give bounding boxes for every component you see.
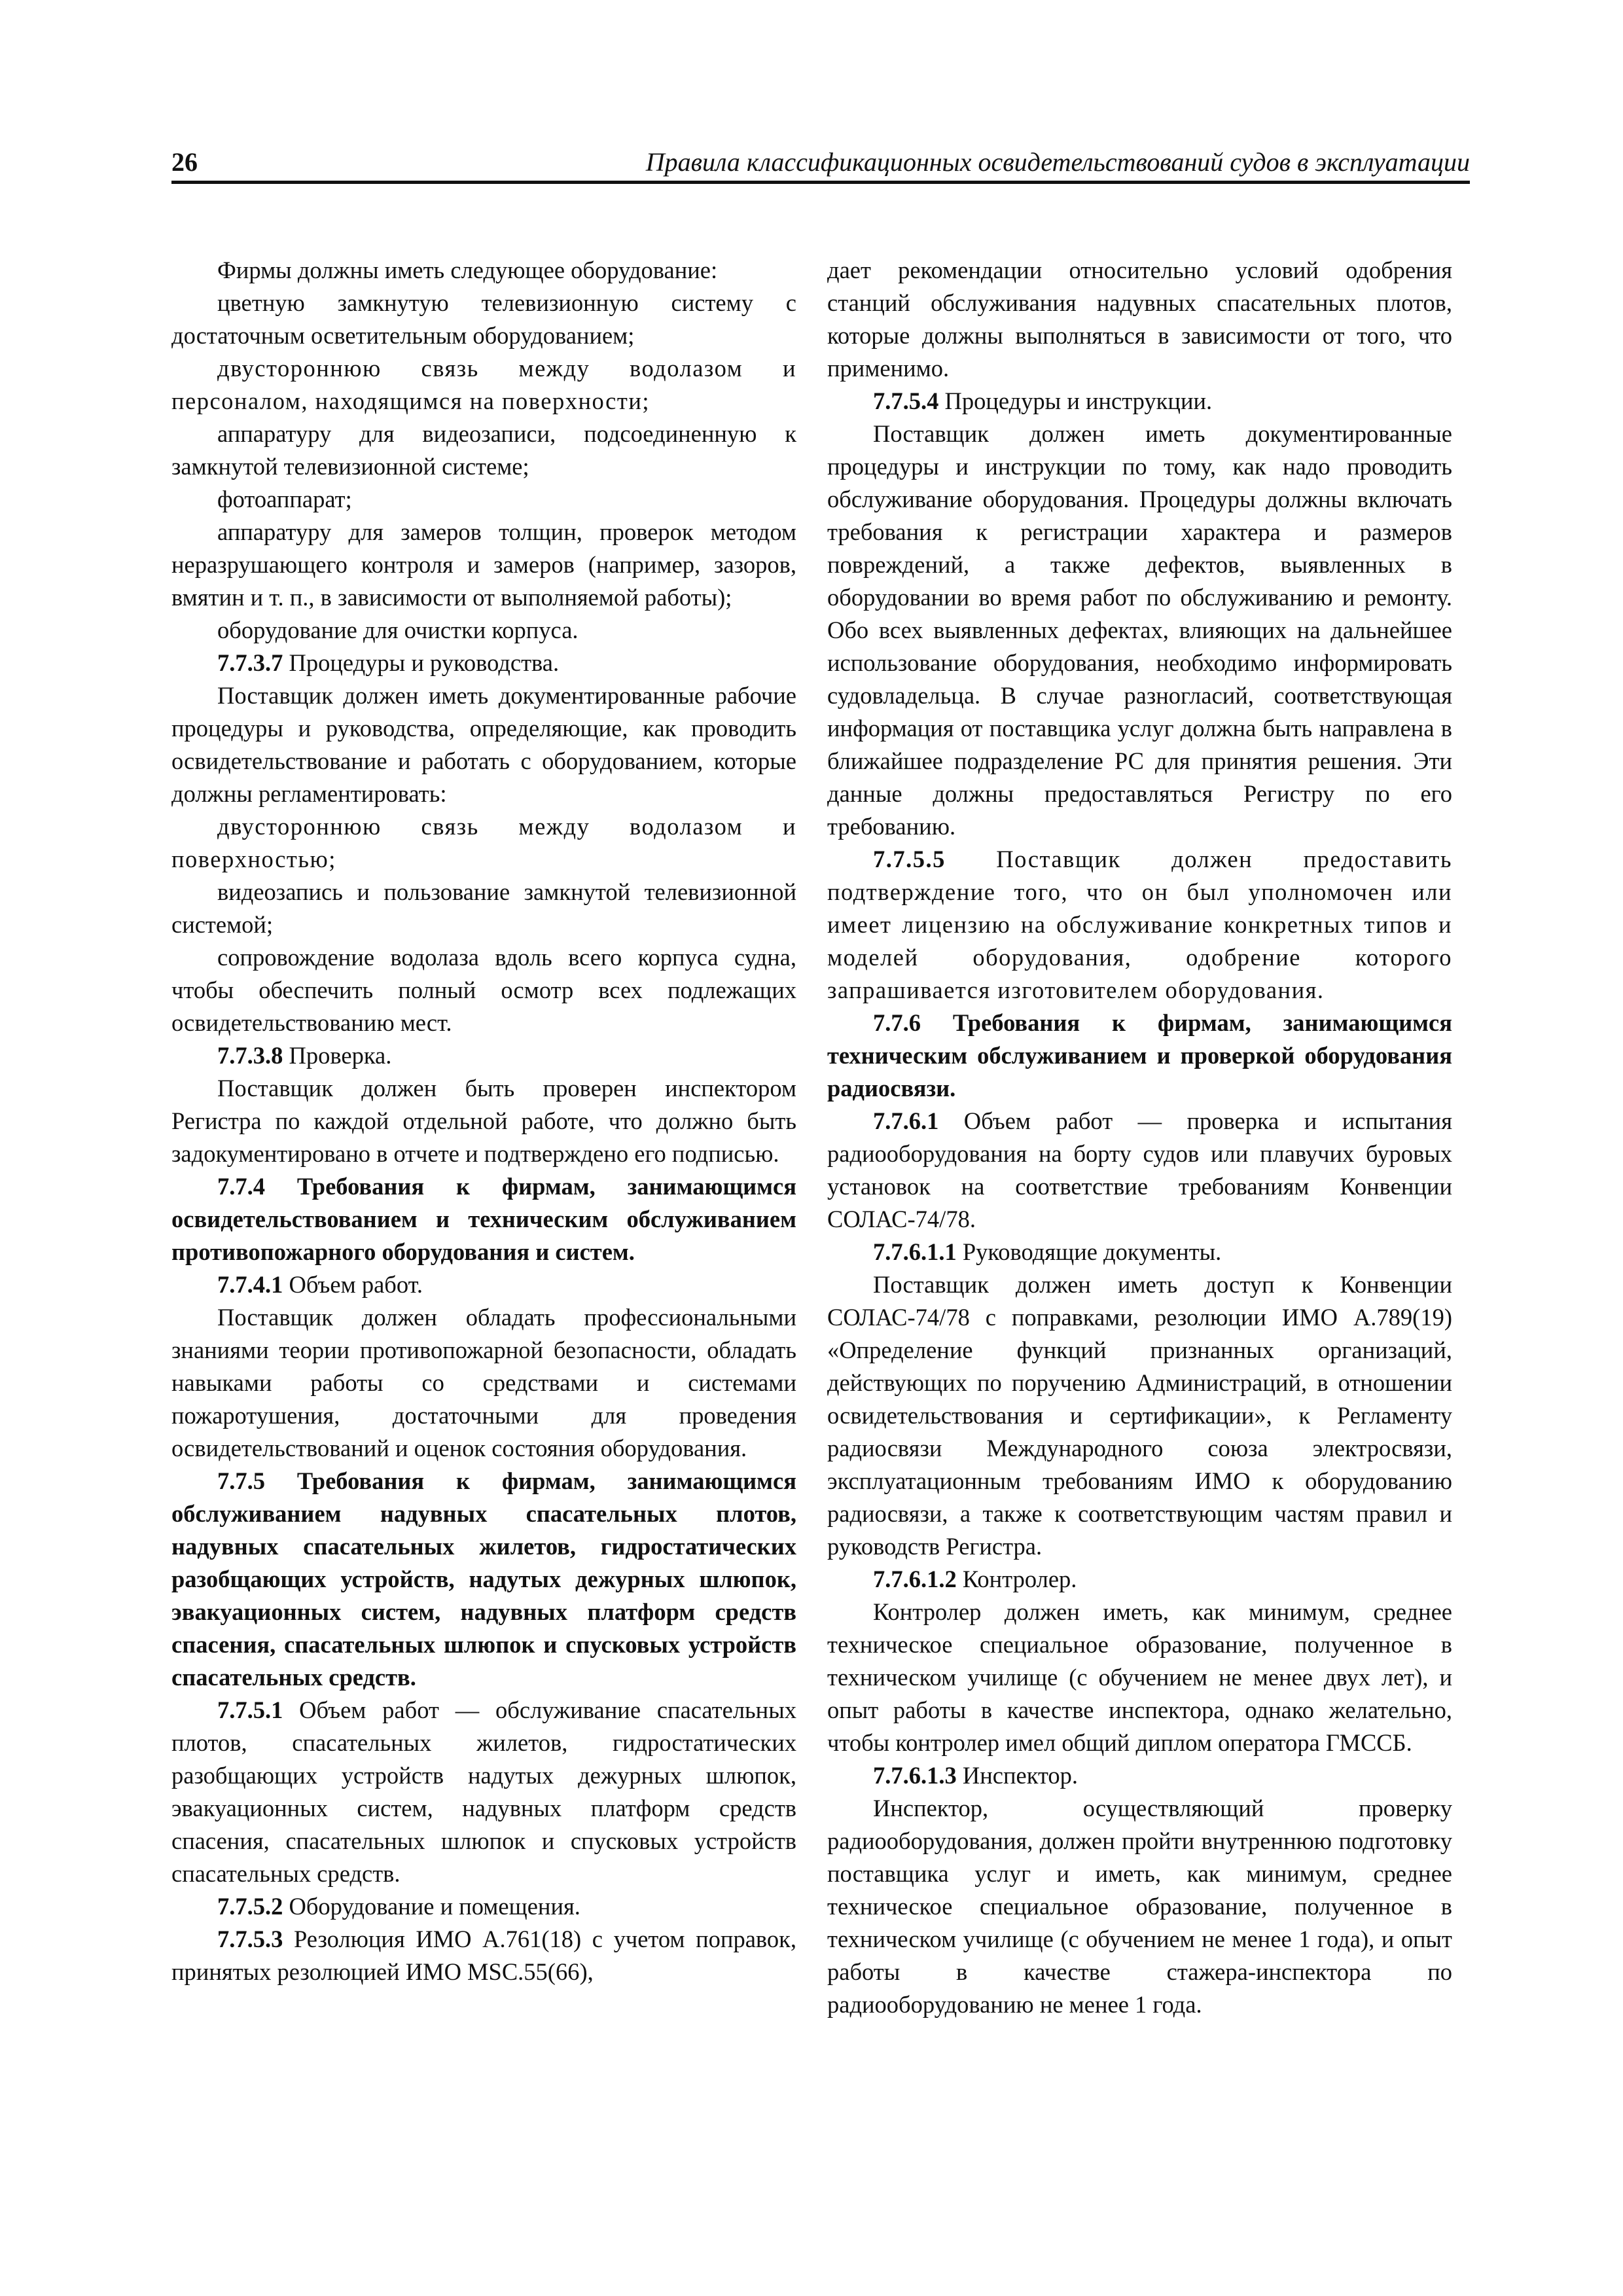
list-item: оборудование для очистки корпуса.: [217, 617, 579, 643]
section-heading: 7.7.4.1 Объем работ.: [217, 1271, 423, 1298]
header-rule: [171, 181, 1470, 184]
section-heading: 7.7.6.1.3 Инспектор.: [873, 1762, 1079, 1789]
section-number: 7.7.5.1: [217, 1696, 283, 1723]
list-item: двустороннюю связь между водолазом и персоналом, находящимся на поверхности;: [171, 355, 796, 414]
section-number: 7.7.6.1.3: [873, 1762, 957, 1789]
section-heading: 7.7.3.8 Проверка.: [217, 1042, 392, 1069]
section-heading: 7.7.5.4 Процедуры и инструкции.: [873, 387, 1213, 414]
paragraph: Инспектор, осуществляющий проверку радиооборудования, должен пройти внутреннюю подготовку поставщика услуг и иметь, как минимум, среднее техническое специальное образование, полученное в техническом училище (с обучением не менее 1 года), и опыт работы в качестве стажера-инспектора по радиооборудованию не менее 1 года.: [827, 1795, 1452, 2018]
section-number: 7.7.6.1: [873, 1107, 939, 1134]
section-number: 7.7.6.1.2: [873, 1566, 957, 1592]
section-heading: 7.7.3.7 Процедуры и руководства.: [217, 649, 560, 676]
list-item: аппаратуру для видеозаписи, подсоединенную к замкнутой телевизионной системе;: [171, 420, 796, 480]
list-item: фотоаппарат;: [217, 486, 352, 512]
section-title: 7.7.4 Требования к фирмам, занимающимся освидетельствованием и техническим обслуживанием противопожарного оборудования и систем.: [171, 1173, 796, 1265]
section-number: 7.7.5.2: [217, 1893, 283, 1920]
list-item: цветную замкнутую телевизионную систему с достаточным осветительным оборудованием;: [171, 289, 796, 349]
list-item: видеозапись и пользование замкнутой телевизионной системой;: [171, 878, 796, 938]
paragraph: Поставщик должен иметь доступ к Конвенции СОЛАС-74/78 с поправками, резолюции ИМО А.789(19) «Определение функций признанных организаций, действующих по поручению Администраций, в отношении освидетельствования и сертификации», к Регламенту радиосвязи Международного союза электросвязи, эксплуатационным требованиям ИМО к оборудованию радиосвязи, а также к соответствующим частям правил и руководств Регистра.: [827, 1271, 1452, 1560]
section-number: 7.7.5.3: [217, 1926, 283, 1952]
list-item: сопровождение водолаза вдоль всего корпуса судна, чтобы обеспечить полный осмотр всех подлежащих освидетельствованию мест.: [171, 944, 796, 1036]
paragraph: Поставщик должен обладать профессиональными знаниями теории противопожарной безопасности, обладать навыками работы со средствами и системами пожаротушения, достаточными для проведения освидетельствований и оценок состояния оборудования.: [171, 1304, 796, 1462]
section-heading: 7.7.6.1.2 Контролер.: [873, 1566, 1077, 1592]
section-number: 7.7.6.1.1: [873, 1238, 957, 1265]
list-item: двустороннюю связь между водолазом и поверхностью;: [171, 813, 796, 872]
page-number: 26: [171, 147, 198, 177]
paragraph: дает рекомендации относительно условий одобрения станций обслуживания надувных спасательных плотов, которые должны выполняться в зависимости от того, что применимо.: [827, 257, 1452, 382]
paragraph: Поставщик должен иметь документированные процедуры и инструкции по тому, как надо проводить обслуживание оборудования. Процедуры должны включать требования к регистрации характера и размеров повреждений, а также дефектов, выявленных в оборудовании во время работ по обслуживанию и ремонту. Обо всех выявленных дефектах, влияющих на дальнейшее использование оборудования, необходимо информировать судовладельца. В случае разногласий, соответствующая информация от поставщика услуг должна быть направлена в ближайшее подразделение РС для принятия решения. Эти данные должны предоставляться Регистру по его требованию.: [827, 420, 1452, 840]
section-title: 7.7.5 Требования к фирмам, занимающимся обслуживанием надувных спасательных плотов, надувных спасательных жилетов, гидростатических разобщающих устройств, надутых дежурных шлюпок, эвакуационных систем, надувных платформ средств спасения, спасательных шлюпок и спусковых устройств спасательных средств.: [171, 1467, 796, 1691]
section-number: 7.7.3.8: [217, 1042, 283, 1069]
list-item: аппаратуру для замеров толщин, проверок методом неразрушающего контроля и замеров (например, зазоров, вмятин и т. п., в зависимости от выполняемой работы);: [171, 518, 796, 611]
section-number: 7.7.5.5: [873, 846, 946, 872]
section-heading: 7.7.5.3 Резолюция ИМО А.761(18) с учетом поправок, принятых резолюцией ИМО MSC.55(66),: [171, 1926, 796, 1985]
section-title: 7.7.6 Требования к фирмам, занимающимся техническим обслуживанием и проверкой оборудования радиосвязи.: [827, 1009, 1452, 1102]
section-heading: 7.7.6.1 Объем работ — проверка и испытания радиооборудования на борту судов или плавучих буровых установок на соответствие требованиям Конвенции СОЛАС-74/78.: [827, 1107, 1452, 1232]
section-number: 7.7.4.1: [217, 1271, 283, 1298]
section-number: 7.7.5.4: [873, 387, 939, 414]
paragraph: Поставщик должен иметь документированные рабочие процедуры и руководства, определяющие, как проводить освидетельствование и работать с оборудованием, которые должны регламентировать:: [171, 682, 796, 807]
paragraph: Фирмы должны иметь следующее оборудование:: [217, 257, 718, 283]
section-number: 7.7.3.7: [217, 649, 283, 676]
section-heading: 7.7.5.1 Объем работ — обслуживание спасательных плотов, спасательных жилетов, гидростатических разобщающих устройств надутых дежурных шлюпок, эвакуационных систем, надувных платформ средств спасения, спасательных шлюпок и спусковых устройств спасательных средств.: [171, 1696, 796, 1887]
right-column: [827, 254, 1452, 2021]
page-header: [171, 145, 1470, 182]
paragraph: Контролер должен иметь, как минимум, среднее техническое специальное образование, полученное в техническом училище (с обучением не менее двух лет), и опыт работы в качестве инспектора, однако желательно, чтобы контролер имел общий диплом оператора ГМССБ.: [827, 1598, 1452, 1756]
running-title: Правила классификационных освидетельствований судов в эксплуатации: [645, 147, 1470, 177]
section-heading: 7.7.6.1.1 Руководящие документы.: [873, 1238, 1222, 1265]
paragraph: Поставщик должен быть проверен инспектором Регистра по каждой отдельной работе, что должно быть задокументировано в отчете и подтверждено его подписью.: [171, 1075, 796, 1167]
section-heading: 7.7.5.2 Оборудование и помещения.: [217, 1893, 580, 1920]
left-column: [171, 254, 796, 1988]
section-heading: 7.7.5.5 Поставщик должен предоставить подтверждение того, что он был уполномочен или имеет лицензию на обслуживание конкретных типов и моделей оборудования, одобрение которого запрашивается изготовителем оборудования.: [827, 846, 1452, 1003]
